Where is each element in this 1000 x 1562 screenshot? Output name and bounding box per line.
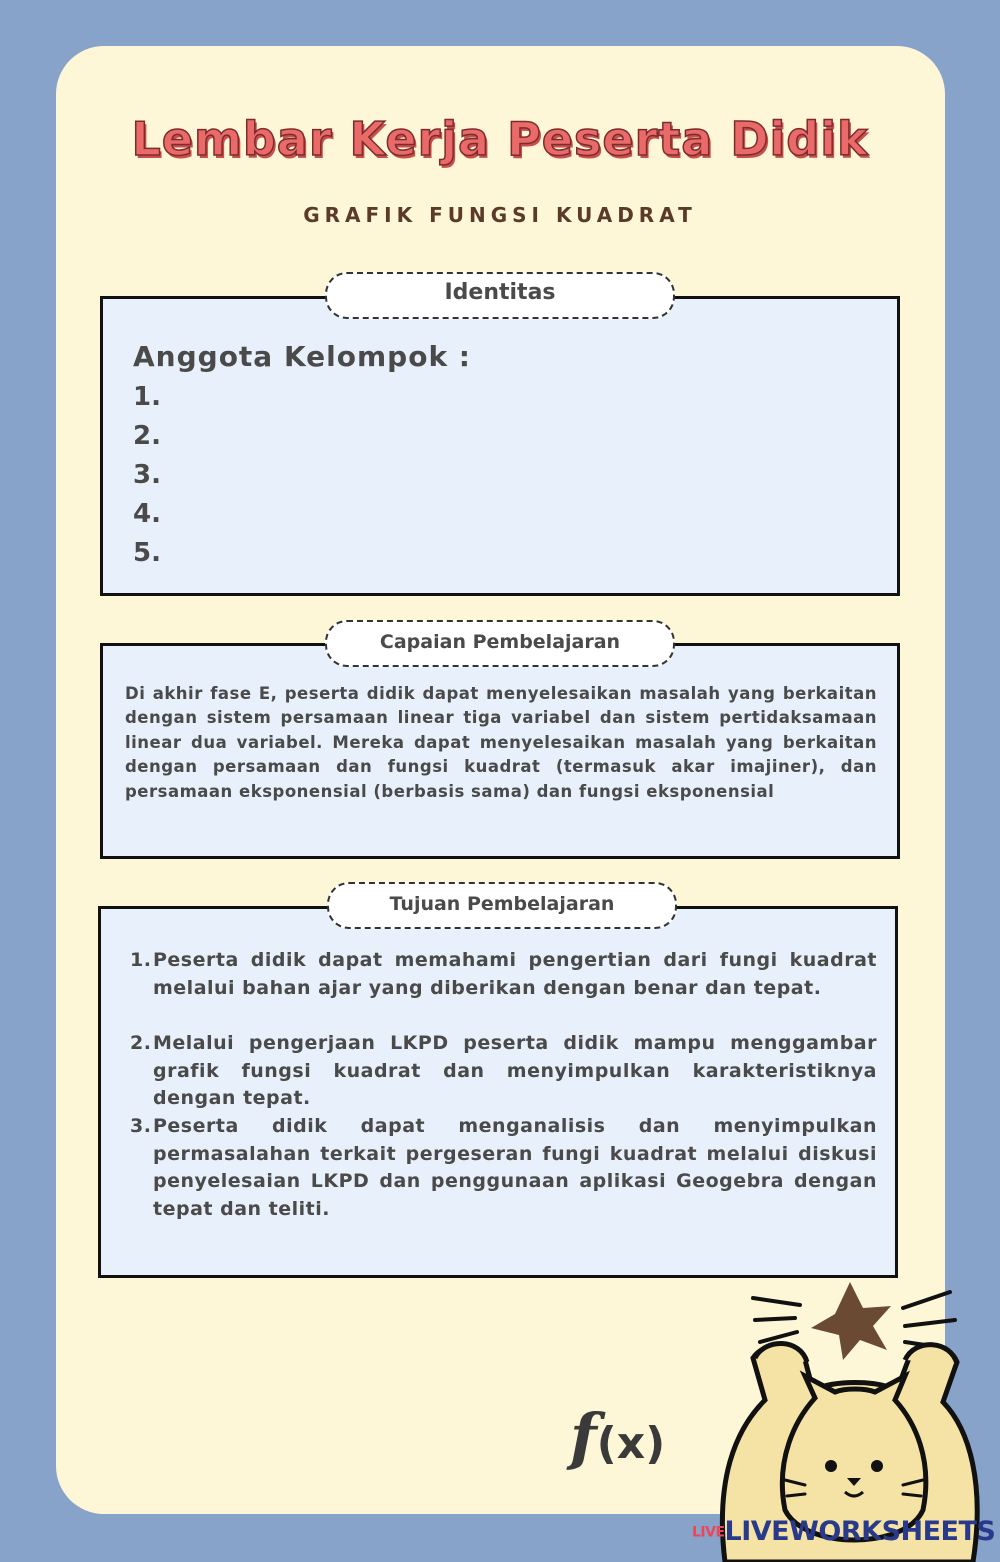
page-subtitle: GRAFIK FUNGSI KUADRAT	[303, 203, 697, 227]
goal-item-2	[130, 1030, 877, 1113]
motion-line	[755, 1318, 795, 1320]
function-f: f	[570, 1400, 597, 1473]
motion-line	[903, 1292, 950, 1308]
liveworksheets-watermark[interactable]	[692, 1516, 995, 1547]
goal-text: Melalui pengerjaan LKPD peserta didik mampu menggambar grafik fungsi kuadrat dan menyimpulkan karakteristiknya dengan tepat.	[153, 1032, 877, 1110]
member-4: 4.	[133, 499, 161, 529]
cat-eye	[871, 1460, 883, 1472]
member-5: 5.	[133, 538, 161, 568]
page-title: Lembar Kerja Peserta Didik	[131, 112, 869, 166]
identitas-label: Identitas	[325, 272, 675, 319]
tujuan-label: Tujuan Pembelajaran	[327, 882, 677, 929]
goal-number: 2.	[130, 1032, 152, 1054]
capaian-label: Capaian Pembelajaran	[325, 620, 675, 667]
motion-line	[905, 1320, 955, 1326]
member-3: 3.	[133, 460, 161, 490]
goal-number: 3.	[130, 1115, 152, 1137]
function-arg: (x)	[596, 1418, 666, 1469]
liveworksheets-logo: LIVE	[692, 1524, 725, 1541]
watermark-text: LIVEWORKSHEETS	[724, 1516, 996, 1547]
goal-item-3	[130, 1113, 877, 1223]
motion-line	[753, 1298, 800, 1305]
goal-text: Peserta didik dapat memahami pengertian dari fungi kuadrat melalui bahan ajar yang diberikan dengan benar dan tepat.	[153, 949, 877, 999]
goal-item-1	[130, 947, 877, 1002]
members-heading: Anggota Kelompok :	[133, 340, 472, 373]
member-2: 2.	[133, 421, 161, 451]
function-symbol	[570, 1400, 665, 1473]
goal-number: 1.	[130, 949, 152, 971]
cat-eye	[825, 1460, 837, 1472]
star-icon	[811, 1282, 891, 1360]
capaian-text: Di akhir fase E, peserta didik dapat menyelesaikan masalah yang berkaitan dengan sistem persamaan linear tiga variabel dan sistem pertidaksamaan linear dua variabel. Mereka dapat menyelesaikan masalah yang berkaitan dengan persamaan dan fungsi kuadrat (termasuk akar imajiner), dan persamaan eksponensial (berbasis sama) dan fungsi eksponensial	[125, 684, 877, 801]
member-1: 1.	[133, 382, 161, 412]
goal-text: Peserta didik dapat menganalisis dan menyimpulkan permasalahan terkait pergeseran fungi kuadrat melalui diskusi penyelesaian LKPD dan penggunaan aplikasi Geogebra dengan tepat dan teliti.	[153, 1115, 877, 1220]
motion-line	[760, 1332, 797, 1342]
